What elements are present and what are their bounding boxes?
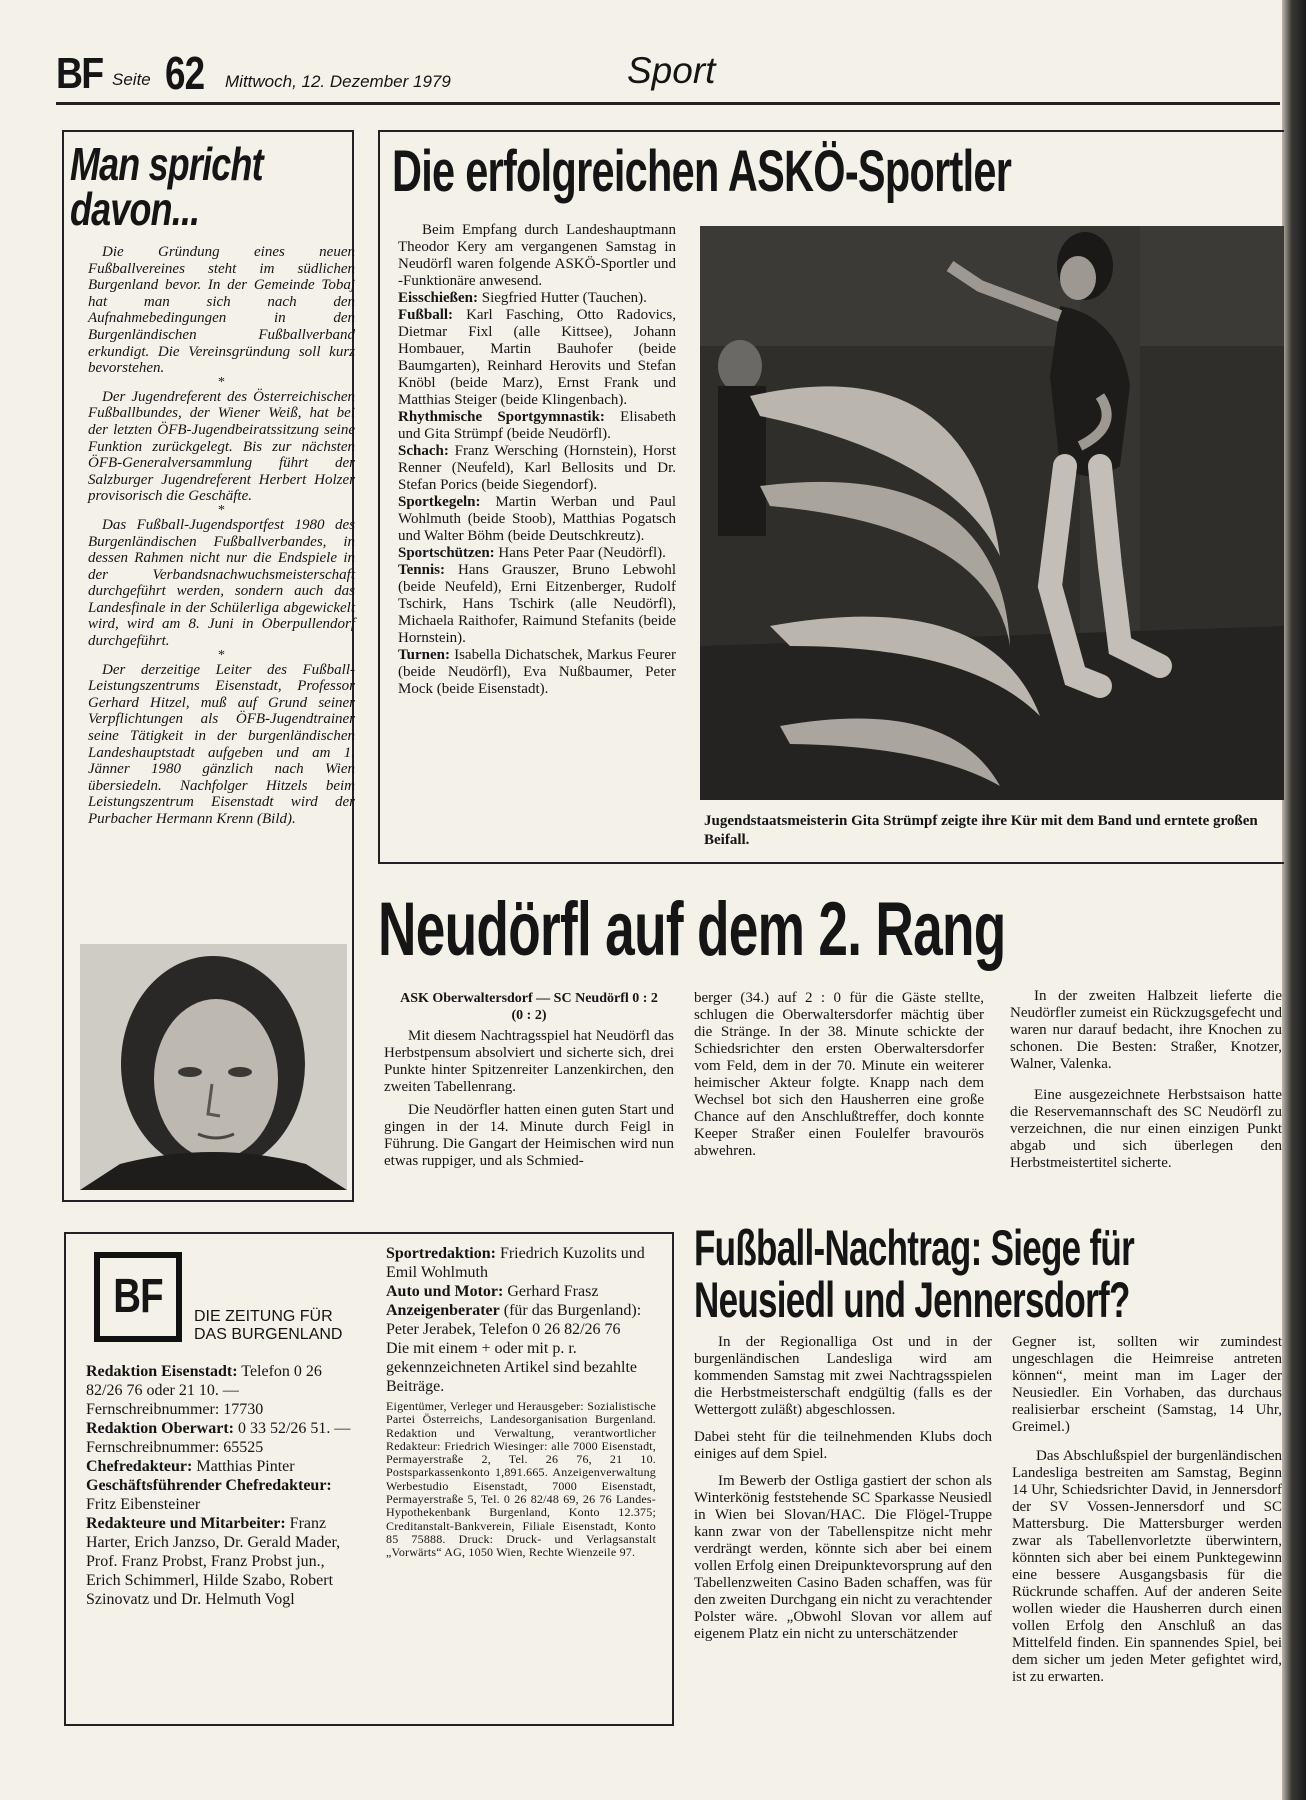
askoe-entry: Sportkegeln: Martin Werban und Paul Wohlmuth (beide Stoob), Matthias Pogatsch und Walter Böhm (beide Deutschkreutz). <box>398 494 676 544</box>
tagline-line2: DAS BURGENLAND <box>194 1326 343 1343</box>
gymnast-illustration <box>700 226 1284 800</box>
nachtrag-col1 <box>694 1334 992 1643</box>
askoe-entry: Schach: Franz Wersching (Hornstein), Horst Renner (Neufeld), Karl Bellosits und Dr. Stefan Porics (beide Siegendorf). <box>398 443 676 493</box>
gymnast-caption: Jugendstaatsmeisterin Gita Strümpf zeigte ihre Kür mit dem Band und erntete großen Beifall. <box>704 813 1258 848</box>
neudoerfl-col2 <box>694 990 984 1160</box>
paragraph: Dabei steht für die teilnehmenden Klubs doch einiges auf dem Spiel. <box>694 1429 992 1462</box>
nachtrag-headline-line2: Neusiedl und Jennersdorf? <box>694 1272 1130 1328</box>
impressum-logo: BF <box>113 1270 163 1323</box>
paragraph: berger (34.) auf 2 : 0 für die Gäste stellte, schlugen die Oberwaltersdorfer mächtig über die Stränge. In der 38. Minute schickte der Schiedsrichter den ersten Oberwaltersdorfer vom Feld, dem in der 70. Minute ein weiterer heimischer Akteur folgte. Knapp nach dem Wechsel bot sich den Hausherren eine große Chance auf den Anschlußtreffer, doch konnte Keeper Straßer einen Foulelfer bravourös abwehren. <box>694 990 984 1159</box>
askoe-text <box>398 222 676 698</box>
impressum-logo-box <box>94 1252 182 1342</box>
impressum-note: Die mit einem + oder mit p. r. gekennzeichneten Artikel sind bezahlte Beiträge. <box>386 1340 638 1395</box>
man-spricht-title <box>70 138 263 235</box>
paragraph: Der Jugendreferent des Österreichischen Fußballbundes, der Wiener Weiß, hat bei der letzten ÖFB-Jugendbeiratssitzung seine Funktion zurückgelegt. Bis zur nächsten ÖFB-Generalversammlung führt der Salzburger Jugendreferent Herbert Holzer provisorisch die Geschäfte. <box>88 388 355 505</box>
neudoerfl-headline: Neudörfl auf dem 2. Rang <box>378 887 1006 972</box>
askoe-entry: Fußball: Karl Fasching, Otto Radovics, Dietmar Fixl (alle Kittsee), Johann Hombauer, Martin Bauhofer (beide Baumgarten), Reinhard Herovits und Stefan Knöbl (beide Marz), Ernst Frank und Matthias Steiger (beide Klingenbach). <box>398 307 676 408</box>
impressum-small-print: Eigentümer, Verleger und Herausgeber: Sozialistische Partei Österreichs, Landesorganisation Burgenland. Redaktion und Verwaltung, verantwortlicher Redakteur: Friedrich Wiesinger: alle 7000 Eisenstadt, Permayerstraße 2, Tel. 26 76, 21 10. Postsparkassenkonto 1,891.665. Anzeigenverwaltung Werbestudio Eisenstadt, 7000 Eisenstadt, Permayerstraße 5, Tel. 0 26 82/48 69, 26 76 Landes-Hypothekenbank Burgenland, Konto 12.375; Creditanstalt-Bankverein, Filiale Eisenstadt, Konto 85 75888. Druck: Druck- und Verlagsanstalt „Vorwärts“ AG, 1050 Wien, Rechte Wienzeile 97. <box>386 1399 656 1560</box>
paragraph: Das Fußball-Jugendsportfest 1980 des Burgenländischen Fußballverbandes, in dessen Rahmen nicht nur die Endspiele in der Verbandsnachwuchsmeisterschaft durchgeführt werden, sondern auch das Landesfinale in der Schülerliga abgewickelt wird, wird am 8. Juni in Oberpullendorf durchgeführt. <box>88 516 355 650</box>
nachtrag-col2 <box>1012 1334 1282 1686</box>
paragraph: In der zweiten Halbzeit lieferte die Neudörfler zumeist ein Rückzugsgefecht und waren nur darauf bedacht, ihre Knochen zu schonen. Die Besten: Straßer, Knotzer, Walner, Valenka. <box>1010 988 1282 1072</box>
paragraph: Die Neudörfler hatten einen guten Start und gingen in der 14. Minute durch Feigl in Führung. Die Gangart der Heimischen wird nun etwas ruppiger, und als Schmied- <box>384 1102 674 1169</box>
askoe-entry: Turnen: Isabella Dichatschek, Markus Feurer (beide Neudörfl), Eva Nußbaumer, Peter Mock (beide Eisenstadt). <box>398 647 676 697</box>
page-label: Seite <box>112 70 151 89</box>
askoe-intro: Beim Empfang durch Landeshauptmann Theodor Kery am vergangenen Samstag in Neudörfl waren folgende ASKÖ-Sportler und -Funktionäre anwesend. <box>398 222 676 289</box>
paragraph: In der Regionalliga Ost und in der burgenländischen Landesliga wird am kommenden Samstag mit zwei Nachtragsspielen die Herbstmeisterschaft endgültig (falls es der Wettergott zuläßt) abgeschlossen. <box>694 1334 992 1418</box>
portrait-photo <box>80 944 347 1190</box>
separator: * <box>218 502 225 518</box>
portrait-illustration <box>80 944 347 1190</box>
impressum-entry: Chefredakteur: Matthias Pinter <box>86 1458 295 1475</box>
paragraph: Die Gründung eines neuen Fußballvereines steht im südlichen Burgenland bevor. In der Gemeinde Tobaj hat man sich nach den Aufnahmebedingungen in den Burgenländischen Fußballverband erkundigt. Die Vereinsgründung soll kurz bevorstehen. <box>88 244 355 377</box>
paragraph: Das Abschlußspiel der burgenländischen Landesliga bestreiten am Samstag, Beginn 14 Uhr, Schiedsrichter David, in Jennersdorf der SV Vossen-Jennersdorf und SC Mattersburg. Die Mattersburger werden zwar als Tabellenvorletzte überwintern, könnten sich aber bei einem Punktegewinn eine bessere Ausgangsbasis für die Rückrunde schaffen. Auf der anderen Seite wollen wieder die Hausherren durch einen vollen Erfolg den Anschluß an das Mittelfeld finden. Ein spannendes Spiel, bei dem sicher um jeden Meter gefightet wird, ist zu erwarten. <box>1012 1448 1282 1685</box>
separator: * <box>218 647 225 663</box>
impressum-tagline <box>194 1308 342 1344</box>
man-spricht-title-line1: Man spricht <box>70 138 263 190</box>
askoe-entry: Tennis: Hans Grauszer, Bruno Lebwohl (beide Neufeld), Erni Eitzenberger, Rudolf Tschirk, Hans Tschirk (alle Neudörfl), Michaela Raithofer, Raimund Stefanits (beide Hornstein). <box>398 562 676 646</box>
gymnast-photo <box>700 226 1284 800</box>
paragraph: Gegner ist, sollten wir zumindest ungeschlagen die Heimreise antreten können“, meint man im Lager der Neusiedler. Ein Vorhaben, das durchaus realisierbar erscheint (Samstag, 14 Uhr, Greimel.) <box>1012 1334 1282 1435</box>
neudoerfl-col3 <box>1010 988 1282 1172</box>
paragraph: Eine ausgezeichnete Herbstsaison hatte die Reservemannschaft des SC Neudörfl zu verzeichnen, die nur einen einzigen Punkt abgab und sich überlegen den Herbstmeistertitel sicherte. <box>1010 1087 1282 1171</box>
askoe-entry: Sportschützen: Hans Peter Paar (Neudörfl). <box>398 545 666 561</box>
page-edge <box>1282 0 1306 1800</box>
askoe-entry: Rhythmische Sportgymnastik: Elisabeth und Gita Strümpf (beide Neudörfl). <box>398 409 676 442</box>
issue-date: Mittwoch, 12. Dezember 1979 <box>225 72 451 91</box>
page-number: 62 <box>165 47 205 99</box>
separator: * <box>218 374 225 390</box>
impressum-entry: Redaktion Eisenstadt: Telefon 0 26 82/26 76 oder 21 10. — Fernschreibnummer: 17730 <box>86 1363 322 1418</box>
impressum-entry: Anzeigenberater (für das Burgenland): Peter Jerabek, Telefon 0 26 82/26 76 <box>386 1302 642 1338</box>
impressum-entry: Sportredaktion: Friedrich Kuzolits und Emil Wohlmuth <box>386 1245 645 1281</box>
impressum-entry: Redaktion Oberwart: 0 33 52/26 51. — Fernschreibnummer: 65525 <box>86 1420 351 1456</box>
impressum-entry: Geschäftsführender Chefredakteur: Fritz Eibensteiner <box>86 1477 332 1513</box>
neudoerfl-col1 <box>384 990 674 1170</box>
askoe-entry: Eisschießen: Siegfried Hutter (Tauchen). <box>398 290 647 306</box>
impressum-entry: Auto und Motor: Gerhard Frasz <box>386 1283 599 1300</box>
askoe-headline: Die erfolgreichen ASKÖ-Sportler <box>392 139 1012 204</box>
impressum-right <box>386 1244 656 1560</box>
tagline-line1: DIE ZEITUNG FÜR <box>194 1308 333 1325</box>
impressum-left <box>86 1362 354 1609</box>
impressum-entry: Redakteure und Mitarbeiter: Franz Harter, Erich Janzso, Dr. Gerald Mader, Prof. Franz Probst, Franz Probst jun., Erich Schimmerl, Hilde Szabo, Robert Szinovatz und Dr. Helmuth Vogl <box>86 1515 341 1608</box>
man-spricht-text <box>88 244 355 828</box>
man-spricht-title-line2: davon... <box>70 183 200 235</box>
section-title: Sport <box>627 50 716 91</box>
nachtrag-headline <box>694 1222 1134 1326</box>
nachtrag-headline-line1: Fußball-Nachtrag: Siege für <box>694 1220 1135 1276</box>
header-rule <box>56 102 1280 105</box>
masthead-logo: BF <box>56 49 103 98</box>
paragraph: Der derzeitige Leiter des Fußball-Leistungszentrums Eisenstadt, Professor Gerhard Hitzel, muß auf Grund seiner Verpflichtungen als ÖFB-Jugendtrainer seine Tätigkeit in der burgenländischen Landeshauptstadt aufgeben und am 1. Jänner 1980 gänzlich nach Wien übersiedeln. Nachfolger Hitzels beim Leistungszentrum Eisenstadt wird der Purbacher Hermann Krenn (Bild). <box>88 661 355 827</box>
match-result: ASK Oberwaltersdorf — SC Neudörfl 0 : 2 (0 : 2) <box>400 991 658 1023</box>
paragraph: Im Bewerb der Ostliga gastiert der schon als Winterkönig feststehende SC Sparkasse Neusiedl in Wien bei Slovan/HAC. Die Flögel-Truppe kann zwar von der Tabellenspitze nicht mehr verdrängt werden, könnte sich aber bei einem vollen Erfolg einen Dreipunktevorsprung auf den Tabellenzweiten Casino Baden schaffen, was für den zweiten Durchgang ein nicht zu verachtender Polster wäre. „Obwohl Slovan vor allem auf eigenem Platz ein nicht zu unterschätzender <box>694 1473 992 1642</box>
paragraph: Mit diesem Nachtragsspiel hat Neudörfl das Herbstpensum absolviert und sicherte sich, drei Punkte hinter Spitzenreiter Lanzenkirchen, den zweiten Tabellenrang. <box>384 1028 674 1095</box>
